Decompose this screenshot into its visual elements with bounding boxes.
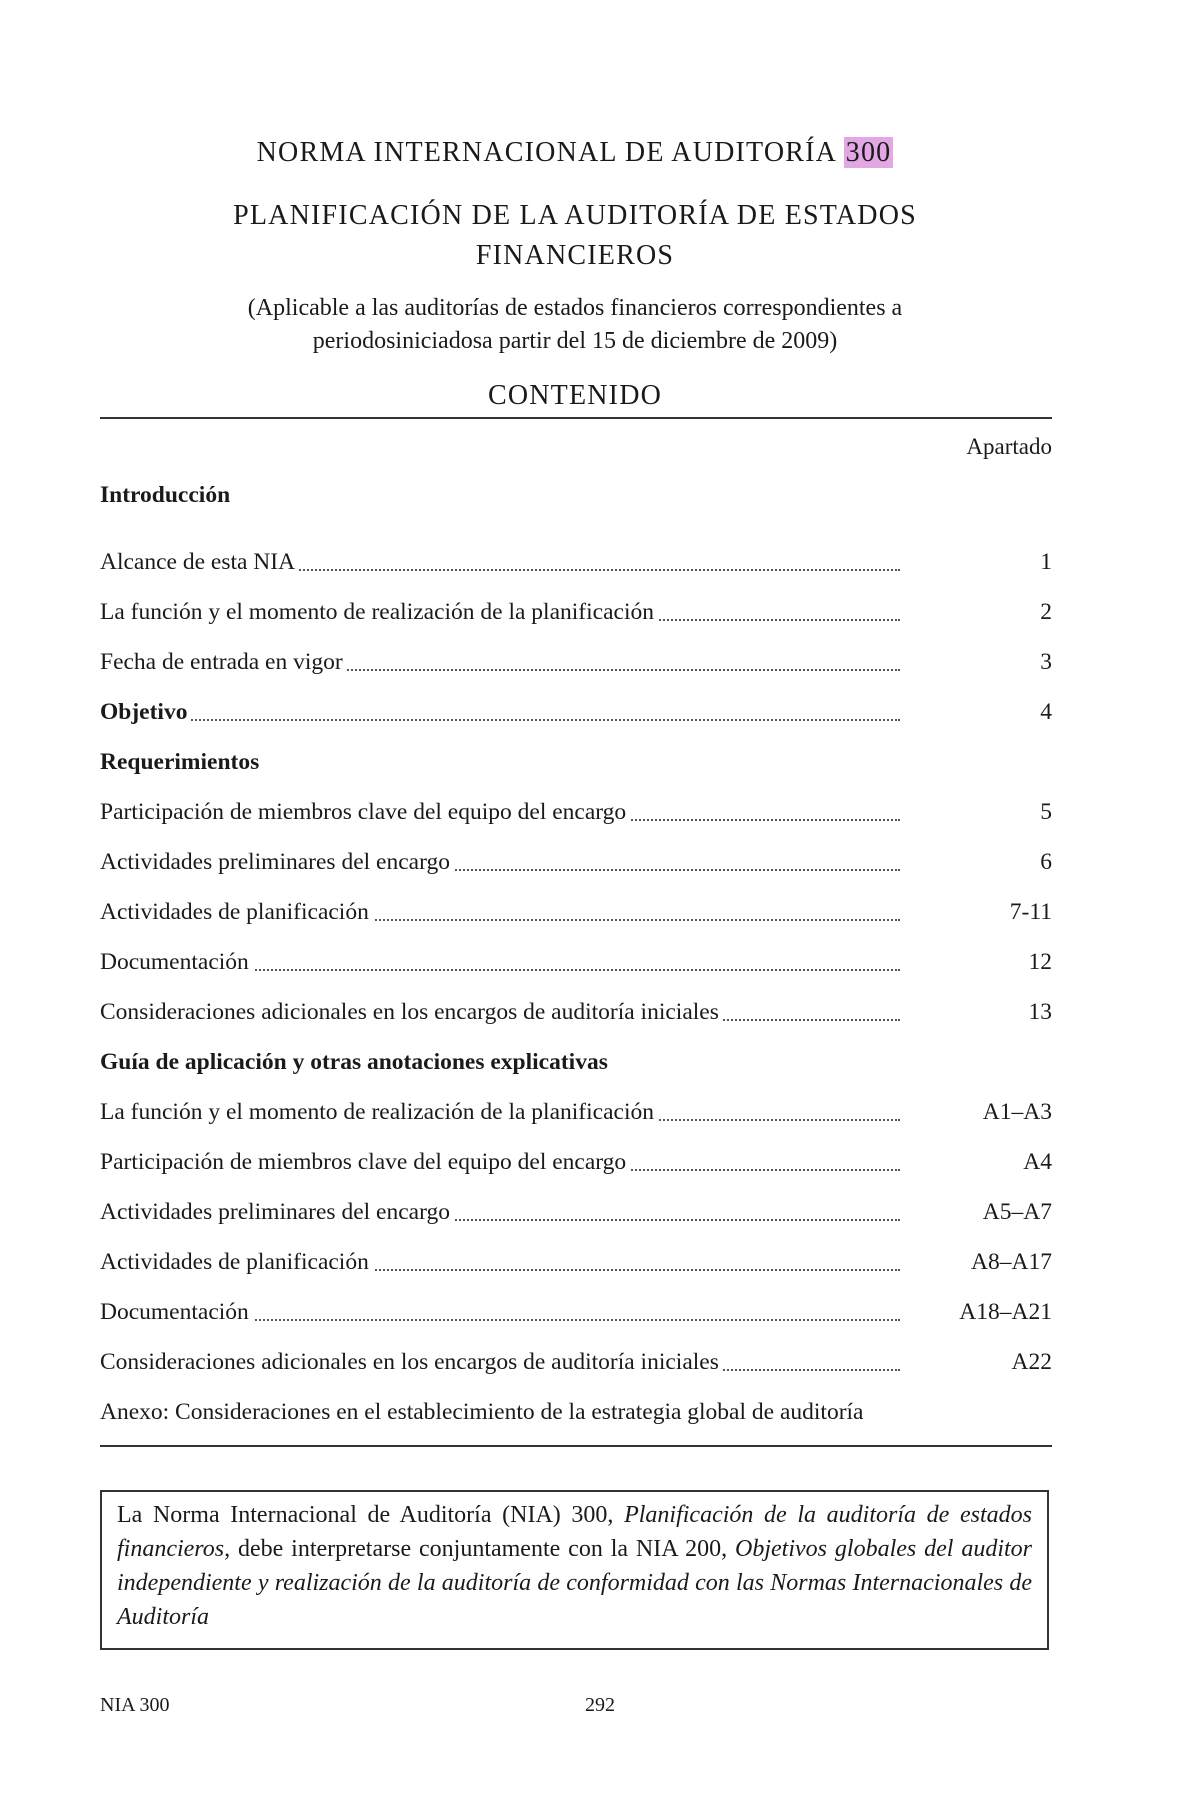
- toc-entry-ref: A22: [1011, 1349, 1052, 1375]
- document-title: [100, 136, 1050, 170]
- toc-entry-text: Participación de miembros clave del equipo del encargo: [100, 1147, 630, 1177]
- toc-entry-ref: A5–A7: [982, 1199, 1052, 1225]
- toc-entry-text: La función y el momento de realización de la planificación: [100, 597, 658, 627]
- toc-entry-ref: 5: [1040, 799, 1052, 825]
- toc-entry[interactable]: [100, 897, 1052, 927]
- toc-entry[interactable]: [100, 597, 1052, 627]
- toc-entry-text: Actividades de planificación: [100, 1247, 373, 1277]
- dot-leader: [100, 719, 900, 721]
- toc-entry-text: Actividades preliminares del encargo: [100, 1197, 454, 1227]
- toc-entry[interactable]: [100, 547, 1052, 577]
- toc-entry[interactable]: [100, 1147, 1052, 1177]
- toc-entry-text: Actividades preliminares del encargo: [100, 847, 454, 877]
- toc-entry[interactable]: [100, 1197, 1052, 1227]
- title-prefix: NORMA INTERNACIONAL DE AUDITORÍA: [256, 137, 844, 168]
- toc-entry-text: La función y el momento de realización de la planificación: [100, 1097, 658, 1127]
- toc-entry[interactable]: [100, 1347, 1052, 1377]
- footer-page-number: 292: [585, 1694, 615, 1716]
- toc-entry-ref: A1–A3: [982, 1099, 1052, 1125]
- toc-annex-entry[interactable]: Anexo: Consideraciones en el establecimiento de la estrategia global de auditoría: [100, 1399, 864, 1425]
- toc-entry-ref: 3: [1040, 649, 1052, 675]
- toc-entry-ref: 7-11: [1009, 899, 1052, 925]
- toc-entry[interactable]: [100, 1247, 1052, 1277]
- toc-entry-ref: A4: [1023, 1149, 1052, 1175]
- note-text-1: La Norma Internacional de Auditoría (NIA) 300,: [117, 1502, 625, 1528]
- toc-entry-text: Objetivo: [100, 697, 191, 727]
- toc-entry-ref: 6: [1040, 849, 1052, 875]
- toc-entry-ref: A8–A17: [971, 1249, 1052, 1275]
- toc-entry-ref: 1: [1040, 549, 1052, 575]
- toc-entry[interactable]: [100, 997, 1052, 1027]
- interpretation-note-box: [100, 1490, 1049, 1650]
- document-subtitle: [100, 196, 1050, 276]
- applicability-line-2: periodosiniciadosa partir del 15 de diciembre de 2009): [312, 328, 838, 354]
- toc-entry[interactable]: [100, 847, 1052, 877]
- toc-entry-text: Actividades de planificación: [100, 897, 373, 927]
- toc-entry-text: Documentación: [100, 947, 253, 977]
- top-divider: [100, 417, 1052, 419]
- toc-entry-text: Documentación: [100, 1297, 253, 1327]
- bottom-divider: [100, 1445, 1052, 1447]
- section-heading-introduccion: Introducción: [100, 482, 231, 508]
- section-heading-guia-de-aplicacion: Guía de aplicación y otras anotaciones explicativas: [100, 1049, 608, 1075]
- applicability-note: [150, 292, 1000, 358]
- toc-entry-text: Alcance de esta NIA: [100, 547, 299, 577]
- column-label-apartado: Apartado: [966, 434, 1052, 459]
- toc-entry-text: Fecha de entrada en vigor: [100, 647, 347, 677]
- toc-entry[interactable]: [100, 1297, 1052, 1327]
- footer-standard-label: NIA 300: [100, 1694, 170, 1716]
- note-italic-title-1: Planificación de la auditoría de estados financieros,: [117, 1502, 1032, 1562]
- toc-entry[interactable]: [100, 797, 1052, 827]
- toc-entry[interactable]: [100, 1097, 1052, 1127]
- title-number-highlighted: 300: [845, 137, 892, 168]
- toc-entry-text: Consideraciones adicionales en los encargos de auditoría iniciales: [100, 997, 723, 1027]
- note-italic-title-2: Objetivos globales del auditor independiente y realización de la auditoría de conformidad con las Normas Internacionales de Auditoría: [117, 1536, 1032, 1630]
- contents-heading: CONTENIDO: [487, 380, 663, 411]
- toc-entry-ref: 13: [1028, 999, 1052, 1025]
- toc-entry-ref: 2: [1040, 599, 1052, 625]
- note-text-2: debe interpretarse conjuntamente con la NIA 200,: [230, 1536, 736, 1562]
- toc-entry-text: Participación de miembros clave del equipo del encargo: [100, 797, 630, 827]
- toc-entry-ref: 12: [1028, 949, 1052, 975]
- toc-entry-ref: 4: [1040, 699, 1052, 725]
- section-heading-requerimientos: Requerimientos: [100, 749, 260, 775]
- applicability-line-1: (Aplicable a las auditorías de estados financieros correspondientes a: [247, 295, 903, 321]
- toc-entry[interactable]: [100, 647, 1052, 677]
- toc-entry-ref: A18–A21: [959, 1299, 1052, 1325]
- toc-entry[interactable]: [100, 947, 1052, 977]
- toc-entry-objetivo[interactable]: [100, 697, 1052, 727]
- subtitle-line-2: FINANCIEROS: [475, 240, 675, 271]
- subtitle-line-1: PLANIFICACIÓN DE LA AUDITORÍA DE ESTADOS: [233, 200, 917, 231]
- toc-entry-text: Consideraciones adicionales en los encargos de auditoría iniciales: [100, 1347, 723, 1377]
